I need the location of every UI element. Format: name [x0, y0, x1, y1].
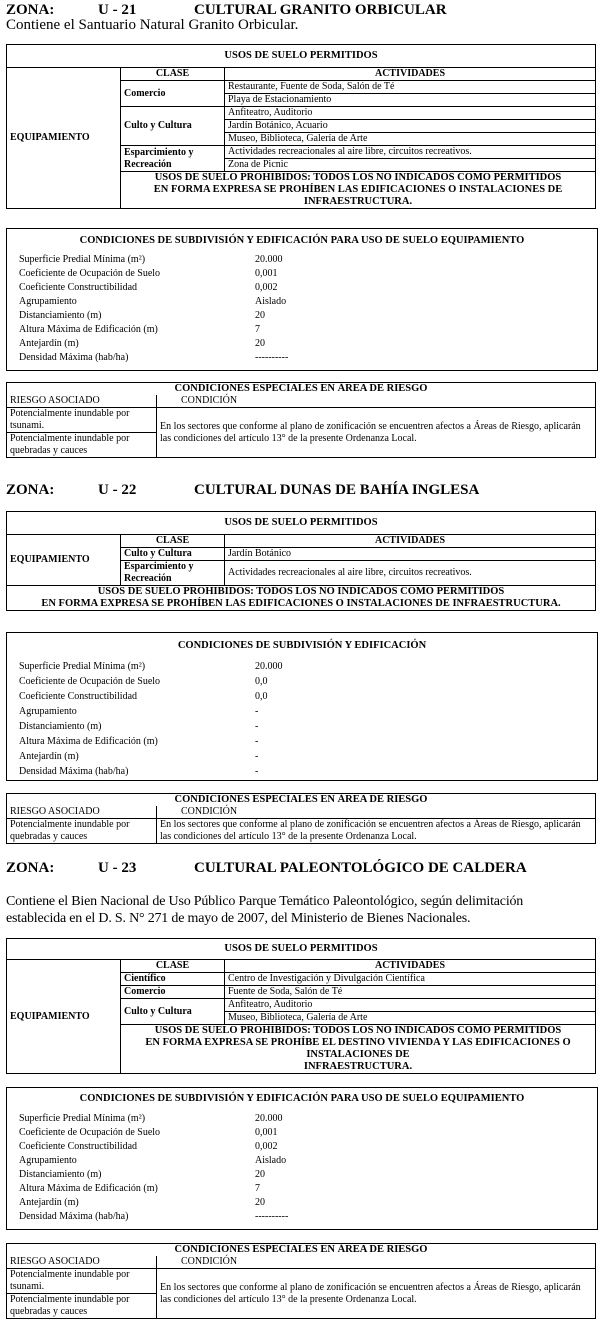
cond-key: Antejardín (m): [19, 1197, 79, 1208]
zone-label: ZONA:: [6, 482, 55, 498]
condicion-col-header: CONDICIÓN: [157, 395, 596, 408]
prohibidos-line: EN FORMA EXPRESA SE PROHÍBEN LAS EDIFICACIONES O INSTALACIONES DE INFRAESTRUCTURA.: [153, 184, 563, 207]
cond-value: ----------: [255, 352, 289, 363]
cond-key: Altura Máxima de Edificación (m): [19, 736, 158, 747]
cond-value: -: [255, 766, 259, 777]
riesgo-cell: Potencialmente inundable por tsunami.: [7, 408, 157, 433]
condiciones-box: [6, 1087, 598, 1230]
cond-value: -: [255, 721, 259, 732]
riesgo-title: CONDICIONES ESPECIALES EN ÁREA DE RIESGO: [7, 1244, 596, 1257]
cond-value: -: [255, 751, 259, 762]
cond-key: Agrupamiento: [19, 1155, 77, 1166]
cond-key: Antejardín (m): [19, 751, 79, 762]
clase-header: CLASE: [121, 535, 225, 548]
clase-cell: Científico: [121, 973, 225, 986]
riesgo-col-header: RIESGO ASOCIADO: [7, 1256, 157, 1269]
cond-value: 20: [255, 338, 265, 349]
actividad-cell: Fuente de Soda, Salón de Té: [225, 986, 596, 999]
zone-label: ZONA:: [6, 2, 55, 18]
cond-value: 0,002: [255, 1141, 278, 1152]
cond-key: Superficie Predial Mínima (m²): [19, 254, 146, 265]
clase-cell: Culto y Cultura: [121, 107, 225, 146]
actividad-cell: Jardín Botánico: [225, 548, 596, 561]
condiciones-box: [6, 228, 598, 371]
riesgo-table: [6, 793, 596, 844]
riesgo-cell: Potencialmente inundable por quebradas y cauces: [7, 1294, 157, 1319]
table-title: USOS DE SUELO PERMITIDOS: [7, 512, 596, 535]
riesgo-title: CONDICIONES ESPECIALES EN ÁREA DE RIESGO: [7, 794, 596, 807]
condicion-col-header: CONDICIÓN: [157, 806, 596, 819]
cond-key: Densidad Máxima (hab/ha): [19, 1211, 129, 1222]
cond-key: Superficie Predial Mínima (m²): [19, 661, 146, 672]
group-label: EQUIPAMIENTO: [7, 535, 121, 586]
zone-heading: [6, 860, 596, 878]
cond-value: 20: [255, 310, 265, 321]
cond-value: 20: [255, 1169, 265, 1180]
prohibidos-line: EN FORMA EXPRESA SE PROHÍBEN LAS EDIFICACIONES O INSTALACIONES DE INFRAESTRUCTURA.: [41, 598, 561, 609]
actividad-cell: Playa de Estacionamiento: [225, 94, 596, 107]
clase-header: CLASE: [121, 960, 225, 973]
cond-key: Distanciamiento (m): [19, 721, 102, 732]
riesgo-cell: Potencialmente inundable por quebradas y cauces: [7, 819, 157, 844]
cond-key: Coeficiente de Ocupación de Suelo: [19, 1127, 161, 1138]
cond-value: 20.000: [255, 661, 283, 672]
actividades-header: ACTIVIDADES: [225, 960, 596, 973]
actividad-cell: Museo, Biblioteca, Galería de Arte: [225, 1012, 596, 1025]
usos-permitidos-table: [6, 511, 596, 611]
prohibidos-note: [121, 172, 596, 209]
clase-cell: Esparcimiento y Recreación: [121, 561, 225, 586]
riesgo-col-header: RIESGO ASOCIADO: [7, 395, 157, 408]
actividad-cell: Anfiteatro, Auditorio: [225, 107, 596, 120]
table-title: USOS DE SUELO PERMITIDOS: [7, 939, 596, 960]
zone-code: U - 21: [98, 2, 137, 18]
prohibidos-line: EN FORMA EXPRESA SE PROHÍBE EL DESTINO VIVIENDA Y LAS EDIFICACIONES O INSTALACIONES DE: [145, 1037, 571, 1060]
cond-value: 0,002: [255, 282, 278, 293]
cond-value: 20.000: [255, 1113, 283, 1124]
clase-cell: Culto y Cultura: [121, 548, 225, 561]
usos-permitidos-table: [6, 938, 596, 1074]
cond-key: Distanciamiento (m): [19, 310, 102, 321]
zone-name: CULTURAL PALEONTOLÓGICO DE CALDERA: [194, 860, 527, 876]
prohibidos-note: [121, 1025, 596, 1074]
riesgo-cell: Potencialmente inundable por tsunami.: [7, 1269, 157, 1294]
cond-key: Agrupamiento: [19, 296, 77, 307]
prohibidos-note: [7, 586, 596, 611]
actividades-header: ACTIVIDADES: [225, 68, 596, 81]
cond-value: Aislado: [255, 1155, 287, 1166]
cond-value: 0,0: [255, 691, 268, 702]
cond-key: Coeficiente de Ocupación de Suelo: [19, 676, 161, 687]
condicion-cell: En los sectores que conforme al plano de zonificación se encuentren afectos a Áreas de Riesgo, aplicarán las condiciones del artículo 13° de la presente Ordenanza Local.: [157, 819, 596, 844]
actividad-cell: Anfiteatro, Auditorio: [225, 999, 596, 1012]
zone-label: ZONA:: [6, 860, 55, 876]
actividades-header: ACTIVIDADES: [225, 535, 596, 548]
usos-permitidos-table: [6, 44, 596, 209]
cond-value: -: [255, 706, 259, 717]
condiciones-title: CONDICIONES DE SUBDIVISIÓN Y EDIFICACIÓN PARA USO DE SUELO EQUIPAMIENTO: [79, 235, 525, 246]
condiciones-box: [6, 632, 598, 781]
riesgo-table: [6, 1243, 596, 1319]
actividad-cell: Actividades recreacionales al aire libre, circuitos recreativos.: [225, 561, 596, 586]
riesgo-cell: Potencialmente inundable por quebradas y cauces: [7, 433, 157, 458]
zone-code: U - 23: [98, 860, 137, 876]
zone-description: Contiene el Bien Nacional de Uso Público Parque Temático Paleontológico, según delimitación: [6, 894, 524, 909]
cond-value: -: [255, 736, 259, 747]
condicion-cell: En los sectores que conforme al plano de zonificación se encuentren afectos a Áreas de Riesgo, aplicarán las condiciones del artículo 13° de la presente Ordenanza Local.: [157, 408, 596, 458]
riesgo-col-header: RIESGO ASOCIADO: [7, 806, 157, 819]
zone-name: CULTURAL GRANITO ORBICULAR: [194, 2, 447, 18]
zone-description: establecida en el D. S. N° 271 de mayo de 2007, del Ministerio de Bienes Nacionales.: [6, 911, 471, 926]
actividad-cell: Museo, Biblioteca, Galería de Arte: [225, 133, 596, 146]
zone-heading: [6, 482, 596, 500]
actividad-cell: Restaurante, Fuente de Soda, Salón de Té: [225, 81, 596, 94]
clase-header: CLASE: [121, 68, 225, 81]
clase-cell: Comercio: [121, 81, 225, 107]
zone-code: U - 22: [98, 482, 137, 498]
prohibidos-line: USOS DE SUELO PROHIBIDOS: TODOS LOS NO INDICADOS COMO PERMITIDOS: [97, 586, 505, 597]
cond-value: 0,0: [255, 676, 268, 687]
cond-value: 0,001: [255, 268, 278, 279]
cond-key: Altura Máxima de Edificación (m): [19, 1183, 158, 1194]
cond-key: Altura Máxima de Edificación (m): [19, 324, 158, 335]
zone-description: Contiene el Santuario Natural Granito Orbicular.: [6, 17, 299, 33]
cond-key: Coeficiente Constructibilidad: [19, 1141, 138, 1152]
cond-key: Agrupamiento: [19, 706, 77, 717]
cond-key: Coeficiente Constructibilidad: [19, 691, 138, 702]
group-label: EQUIPAMIENTO: [7, 68, 121, 209]
group-label: EQUIPAMIENTO: [7, 960, 121, 1074]
riesgo-title: CONDICIONES ESPECIALES EN ÁREA DE RIESGO: [7, 383, 596, 396]
actividad-cell: Actividades recreacionales al aire libre, circuitos recreativos.: [225, 146, 596, 159]
cond-key: Superficie Predial Mínima (m²): [19, 1113, 146, 1124]
condiciones-title: CONDICIONES DE SUBDIVISIÓN Y EDIFICACIÓN: [177, 640, 427, 651]
cond-key: Antejardín (m): [19, 338, 79, 349]
condicion-col-header: CONDICIÓN: [157, 1256, 596, 1269]
riesgo-table: [6, 382, 596, 458]
table-title: USOS DE SUELO PERMITIDOS: [7, 45, 596, 68]
prohibidos-line: USOS DE SUELO PROHIBIDOS: TODOS LOS NO INDICADOS COMO PERMITIDOS: [154, 172, 562, 183]
clase-cell: Comercio: [121, 986, 225, 999]
condiciones-title: CONDICIONES DE SUBDIVISIÓN Y EDIFICACIÓN PARA USO DE SUELO EQUIPAMIENTO: [79, 1093, 525, 1104]
cond-value: 0,001: [255, 1127, 278, 1138]
cond-value: Aislado: [255, 296, 287, 307]
prohibidos-line: INFRAESTRUCTURA.: [303, 1061, 413, 1072]
cond-key: Coeficiente Constructibilidad: [19, 282, 138, 293]
prohibidos-line: USOS DE SUELO PROHIBIDOS: TODOS LOS NO INDICADOS COMO PERMITIDOS: [154, 1025, 562, 1036]
actividad-cell: Centro de Investigación y Divulgación Científica: [225, 973, 596, 986]
cond-value: 20: [255, 1197, 265, 1208]
actividad-cell: Jardín Botánico, Acuario: [225, 120, 596, 133]
cond-value: 7: [255, 1183, 260, 1194]
clase-cell: Culto y Cultura: [121, 999, 225, 1025]
cond-key: Distanciamiento (m): [19, 1169, 102, 1180]
cond-value: 20.000: [255, 254, 283, 265]
cond-key: Coeficiente de Ocupación de Suelo: [19, 268, 161, 279]
cond-value: ----------: [255, 1211, 289, 1222]
cond-key: Densidad Máxima (hab/ha): [19, 766, 129, 777]
actividad-cell: Zona de Picnic: [225, 159, 596, 172]
cond-value: 7: [255, 324, 260, 335]
cond-key: Densidad Máxima (hab/ha): [19, 352, 129, 363]
condicion-cell: En los sectores que conforme al plano de zonificación se encuentren afectos a Áreas de Riesgo, aplicarán las condiciones del artículo 13° de la presente Ordenanza Local.: [157, 1269, 596, 1319]
zone-name: CULTURAL DUNAS DE BAHÍA INGLESA: [194, 482, 480, 498]
clase-cell: Esparcimiento y Recreación: [121, 146, 225, 172]
